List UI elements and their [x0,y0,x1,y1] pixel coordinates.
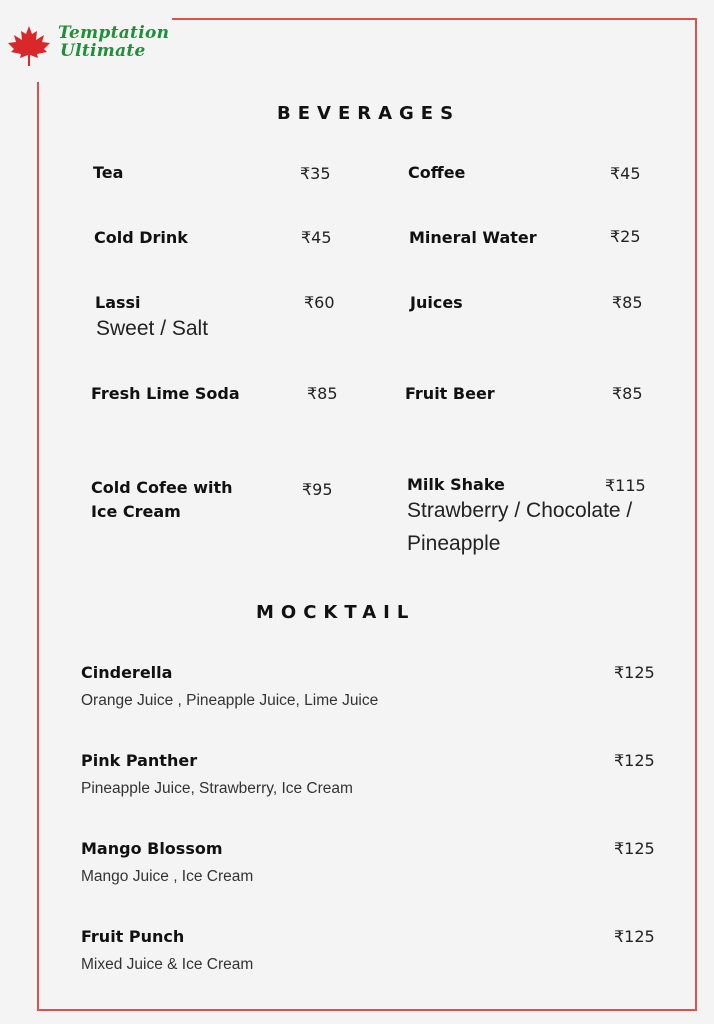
menu-item-price: ₹125 [614,751,655,770]
menu-item-description: Pineapple Juice, Strawberry, Ice Cream [81,780,353,797]
beverages-title: BEVERAGES [277,103,461,124]
menu-item-price: ₹115 [605,476,646,495]
menu-item-name: Tea [93,163,124,182]
menu-item-name: Fruit Punch [81,927,185,946]
menu-item-name: Cold Drink [94,228,188,247]
frame-top-border [172,18,697,20]
menu-item-price: ₹45 [610,164,641,183]
frame-bottom-border [37,1009,697,1011]
brand-line-2: Ultimate [60,41,146,61]
menu-item-name: Cinderella [81,663,173,682]
menu-item-name: Mineral Water [409,228,537,247]
menu-item-price: ₹35 [300,164,331,183]
menu-item-description: Mixed Juice & Ice Cream [81,956,254,973]
frame-right-border [695,18,697,1011]
menu-item-name: Pink Panther [81,751,198,770]
menu-item-description: Orange Juice , Pineapple Juice, Lime Juice [81,692,379,709]
menu-item-name: Cold Cofee with Ice Cream [91,478,233,521]
menu-item-price: ₹60 [304,293,335,312]
mocktail-title: MOCKTAIL [256,602,416,623]
menu-item-price: ₹85 [612,293,643,312]
menu-item-price: ₹25 [610,227,641,246]
menu-item-name: Fresh Lime Soda [91,384,240,403]
menu-item-name: Milk Shake [407,475,505,494]
menu-item-options: Sweet / Salt [96,317,209,340]
menu-item-name: Lassi [95,293,141,312]
menu-item-name: Juices [410,293,463,312]
brand-line-1: Temptation [58,23,170,43]
menu-item-description: Mango Juice , Ice Cream [81,868,254,885]
menu-item-name: Mango Blossom [81,839,223,858]
frame-left-border [37,82,39,1011]
menu-item-price: ₹125 [614,663,655,682]
menu-item-price: ₹95 [302,480,333,499]
menu-item-options: Strawberry / Chocolate / Pineapple [407,499,633,555]
menu-item-name: Coffee [408,163,466,182]
maple-leaf-icon [6,24,52,68]
menu-item-price: ₹85 [612,384,643,403]
menu-item-price: ₹85 [307,384,338,403]
menu-item-name: Fruit Beer [405,384,495,403]
menu-item-price: ₹125 [614,839,655,858]
brand-logo [58,24,169,60]
menu-item-price: ₹125 [614,927,655,946]
menu-item-price: ₹45 [301,228,332,247]
